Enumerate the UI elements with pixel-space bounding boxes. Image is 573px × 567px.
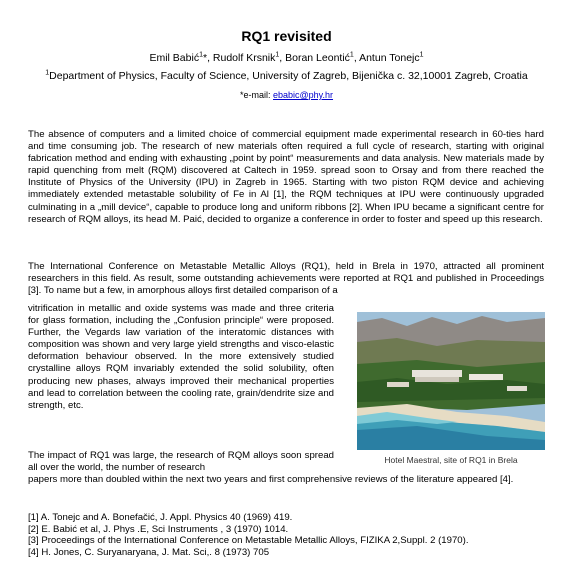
body-paragraph-3: vitrification in metallic and oxide systems was made and three criteria for glass formation, including the „Confusion principle“ were proposed. Further, the Vegards law variation of the interatomic distances with composition was shown and very large yield strengths and visco-elastic deformation behaviour observed. In the more extensively studied crystalline alloys RQM invariably extended the solid solubility, often producing new phases, always improved their mechanical properties and lead to correlation between the cooling rate, grain/dendrite size and strength, etc. — [28, 303, 334, 411]
body-paragraph-4: The impact of RQ1 was large, the research of RQM alloys soon spread all over the world, the number of research — [28, 450, 334, 474]
author-name: Antun Tonejc — [359, 52, 420, 64]
author-affiliation-mark: 1 — [419, 51, 424, 59]
affiliation-mark: 1 — [45, 69, 50, 77]
paper-title: RQ1 revisited — [241, 28, 332, 44]
corresponding-author-mark: * — [202, 52, 208, 64]
author-affiliation-mark: 1 — [275, 51, 280, 59]
author-affiliation-mark: 1 — [349, 51, 354, 59]
reference-list — [28, 512, 558, 558]
hotel-photo — [357, 312, 545, 450]
author-affiliation-mark: 1 — [199, 51, 203, 59]
reference-item: [3] Proceedings of the International Conference on Metastable Metallic Alloys, FIZIKA 2,Suppl. 2 (1970). — [28, 535, 469, 547]
author-line: Emil Babić$^1$*, Rudolf Krsnik$^1$, Boran Leontić$^1$, Antun Tonejc$^1$ — [149, 51, 424, 64]
email-label: *e-mail: — [239, 90, 273, 100]
contact-email — [0, 90, 573, 100]
author-name: Emil Babić — [149, 52, 200, 64]
email-link[interactable]: ebabic@phy.hr — [273, 90, 334, 100]
affiliation — [0, 70, 573, 82]
body-paragraph-2: The International Conference on Metastable Metallic Alloys (RQ1), held in Brela in 1970, attracted all prominent researchers in this field. As result, some outstanding achievements were reported at RQ1 and published in Proceedings [3]. To name but a few, in amorphous alloys first detailed comparison of a — [28, 261, 544, 297]
body-paragraph-1: The absence of computers and a limited choice of commercial equipment made experimental research in 60-ties hard and time consuming job. The research of new materials often required a full cycle of research, starting with original fabrication method and ending with exhausting „point by point“ measurements and data analysis. New materials made by rapid quenching from melt (RQM) discovered at Caltech in 1959. spread soon to Orsay and from there reached the Institute of Physics of the University (IPU) in Zagreb in 1965. Starting with two piston RQM device and achieving immediately extended metastable solubility of Fe in Al [1], the RQM techniques at IPU were continuously upgraded culminating in a „mill device“, capable to produce long and uniform ribbons [2]. When IPU became a significant centre for research of RQM alloys, its head M. Paić, decided to organize a conference in order to foster and speed up this research. — [28, 129, 544, 225]
figure-caption: Hotel Maestral, site of RQ1 in Brela — [384, 455, 518, 465]
reference-item: [2] E. Babić et al, J. Phys .E, Sci Instruments , 3 (1970) 1014. — [28, 523, 289, 535]
body-paragraph-4-continued: papers more than doubled within the next two years and first comprehensive reviews of the literature appeared [4]. — [28, 474, 514, 485]
author-name: Boran Leontić — [285, 52, 350, 64]
reference-item: [4] H. Jones, C. Suryanaryana, J. Mat. Sci,. 8 (1973) 705 — [28, 546, 270, 558]
reference-item: [1] A. Tonejc and A. Bonefačić, J. Appl. Physics 40 (1969) 419. — [28, 512, 293, 523]
author-name: Rudolf Krsnik — [212, 52, 276, 64]
affiliation-text: Department of Physics, Faculty of Science, University of Zagreb, Bijenička c. 32,10001 Zagreb, Croatia — [49, 70, 528, 82]
